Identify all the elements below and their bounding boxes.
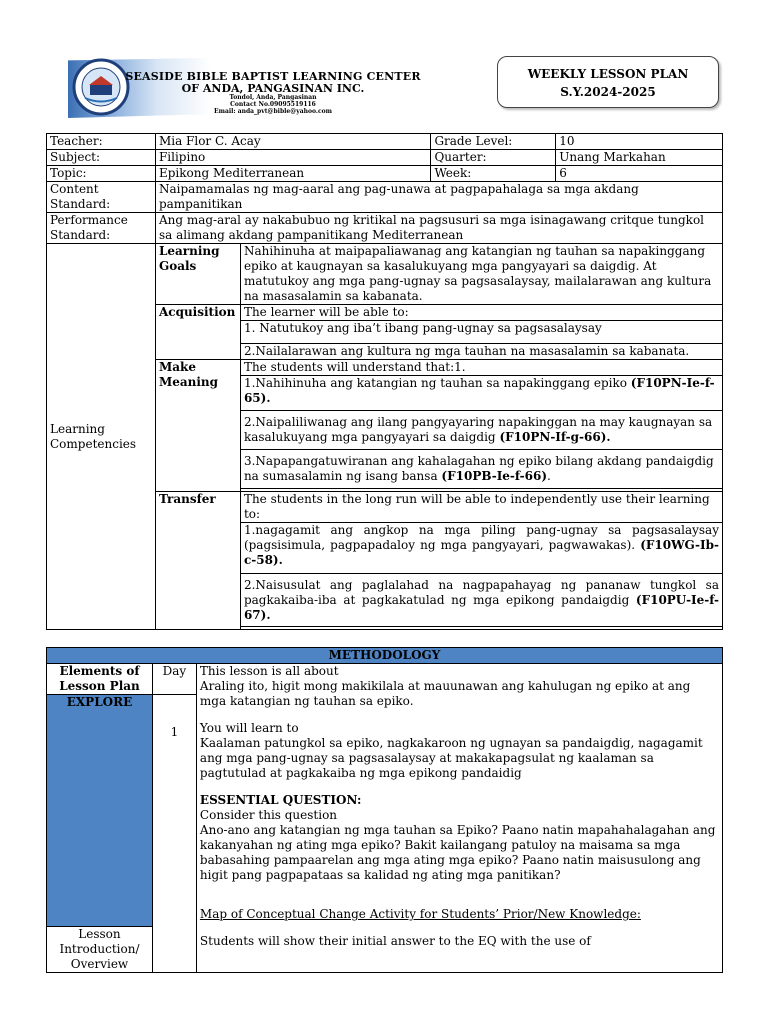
content-standard-label: Content Standard:: [47, 182, 156, 213]
tr-item-2-text: 2.Naisusulat ang paglalahad na nagpapahayag ng pananaw tungkol sa pagkakaiba-iba at pagkakatulad ng mga epikong pandaigdig: [243, 578, 719, 607]
table-row: [47, 166, 723, 182]
topic-label: Topic:: [47, 166, 156, 182]
school-logo: [68, 54, 426, 118]
tr-item-1-code: (F10WG-Ib-c-58).: [243, 538, 719, 567]
quarter-value: Unang Markahan: [556, 150, 723, 166]
school-contact: Contact No.09095519116: [230, 101, 316, 108]
day-label: Day: [152, 664, 196, 695]
learning-goals-label: Learning Goals: [155, 244, 240, 305]
about-text: Araling ito, higit mong makikilala at mauunawan ang kahulugan ng epiko at ang mga katangian ng tauhan sa epiko.: [199, 679, 691, 708]
table-row: [47, 134, 723, 150]
acquisition-item-1: 1. Natutukoy ang iba’t ibang pang-ugnay sa pagsasalaysay: [240, 321, 722, 344]
school-email: Email: anda_pvt@bible@yahoo.com: [214, 108, 332, 115]
map-label: Map of Conceptual Change Activity for Students’ Prior/New Knowledge:: [199, 907, 641, 921]
teacher-value: Mia Flor C. Acay: [155, 134, 430, 150]
acquisition-label: Acquisition: [155, 305, 240, 360]
table-row: [47, 664, 723, 695]
make-meaning-intro: The students will understand that:1.: [240, 360, 722, 376]
spacer: [200, 781, 719, 793]
grade-label: Grade Level:: [431, 134, 556, 150]
transfer-intro: The students in the long run will be able to independently use their learning to:: [240, 492, 722, 523]
transfer-item-2: [240, 574, 722, 627]
methodology-table: [46, 647, 723, 973]
school-year: S.Y.2024-2025: [560, 85, 656, 99]
transfer-spacer: [240, 627, 722, 630]
transfer-label: Transfer: [155, 492, 240, 630]
school-address: Tondol, Anda, Pangasinan: [229, 94, 317, 101]
spacer: [200, 895, 719, 907]
spacer: [200, 883, 719, 895]
mm-item-1-text: 1.Nahihinuha ang katangian ng tauhan sa napakinggang epiko: [243, 376, 631, 390]
plan-title: WEEKLY LESSON PLAN: [527, 67, 689, 81]
week-label: Week:: [431, 166, 556, 182]
spacer: [200, 922, 719, 934]
explore-label: EXPLORE: [47, 695, 153, 927]
lesson-content: [196, 664, 722, 973]
day-value: 1: [152, 695, 196, 973]
mm-item-3-code: (F10PB-Ie-f-66): [441, 469, 548, 483]
school-name-line2: OF ANDA, PANGASINAN INC.: [181, 82, 365, 95]
essential-question-label: ESSENTIAL QUESTION:: [199, 793, 362, 807]
mm-item-2-code: (F10PN-If-g-66).: [499, 430, 611, 444]
grade-value: 10: [556, 134, 723, 150]
make-meaning-item-2: [240, 411, 722, 450]
plan-title-box: [497, 56, 719, 108]
lesson-info-table: [46, 133, 723, 630]
methodology-header: METHODOLOGY: [47, 648, 723, 664]
mm-item-3-end: .: [547, 469, 551, 483]
table-row: [47, 182, 723, 213]
week-value: 6: [556, 166, 723, 182]
mm-item-2-text: 2.Naipaliliwanag ang ilang pangyayaring napakinggan na may kaugnayan sa kasalukuyang mga pangyayari sa daigdig: [243, 415, 713, 444]
lesson-introduction-label: Lesson Introduction/ Overview: [47, 927, 153, 973]
make-meaning-label: Make Meaning: [155, 360, 240, 492]
performance-standard-value: Ang mag-aral ay nakabubuo ng kritikal na pagsusuri sa mga isinagawang critque tungkol sa alimang akdang pampanitikang Mediterranean: [155, 213, 722, 244]
eq-consider: Consider this question: [199, 808, 338, 822]
school-name-line1: SEASIDE BIBLE BAPTIST LEARNING CENTER: [125, 70, 421, 83]
mm-item-3-text: 3.Napapangatuwiranan ang kahalagahan ng epiko bilang akdang pandaigdig na sumasalamin ng isang bansa: [243, 454, 714, 483]
spacer: [200, 709, 719, 721]
learning-competencies-label: Learning Competencies: [47, 244, 156, 630]
tr-item-1-text: 1.nagagamit ang angkop na mga piling pang-ugnay sa pagsasalaysay (pagsisimula, pagpapadaloy ng mga pangyayari, pagwawakas).: [243, 523, 719, 552]
make-meaning-item-1: [240, 376, 722, 411]
map-text: Students will show their initial answer to the EQ with the use of: [199, 934, 591, 948]
acquisition-intro: The learner will be able to:: [240, 305, 722, 321]
make-meaning-item-3: [240, 450, 722, 489]
quarter-label: Quarter:: [431, 150, 556, 166]
learning-goals-value: Nahihinuha at maipapaliawanag ang katangian ng tauhan sa napakinggang epiko at kaugnayan sa kasalukuyang mga pangyayari sa daigdig. At matutukoy ang mga pang-ugnay sa pagsasalaysay, mailalarawan ang kultura na masasalamin sa kabanata.: [240, 244, 722, 305]
elements-label: Elements of Lesson Plan: [47, 664, 153, 695]
learn-label: You will learn to: [199, 721, 299, 735]
table-row: [47, 244, 723, 305]
acquisition-item-2: 2.Nailalarawan ang kultura ng mga tauhan na masasalamin sa kabanata.: [240, 344, 722, 360]
about-label: This lesson is all about: [199, 664, 339, 678]
topic-value: Epikong Mediterranean: [155, 166, 430, 182]
essential-question-text: Ano-ano ang katangian ng mga tauhan sa Epiko? Paano natin mapahahalagahan ang kakanyahan ng ating mga epiko? Bakit kailangang patuloy na maisama sa mga babasahing pampaarelan ang mga ating mga epiko? Paano natin maisusulong ang higit pang pagpapataas sa kalidad ng ating mga panitikan?: [199, 823, 716, 882]
mm-item-1-code: (F10PN-Ie-f-65).: [243, 376, 715, 405]
teacher-label: Teacher:: [47, 134, 156, 150]
table-row: [47, 213, 723, 244]
table-row: [47, 648, 723, 664]
subject-label: Subject:: [47, 150, 156, 166]
learn-text: Kaalaman patungkol sa epiko, nagkakaroon ng ugnayan sa pandaigdig, nagagamit ang mga pang-ugnay sa pagsasalaysay at makakapagsulat ng kaalaman sa pagtutulad at pagkakaiba ng mga epikong pandaidig: [199, 736, 703, 780]
transfer-item-1: [240, 523, 722, 574]
table-row: [47, 150, 723, 166]
content-standard-value: Naipamamalas ng mag-aaral ang pag-unawa at pagpapahalaga sa mga akdang pampanitikan: [155, 182, 722, 213]
subject-value: Filipino: [155, 150, 430, 166]
tr-item-2-code: (F10PU-Ie-f-67).: [243, 593, 719, 622]
performance-standard-label: Performance Standard:: [47, 213, 156, 244]
